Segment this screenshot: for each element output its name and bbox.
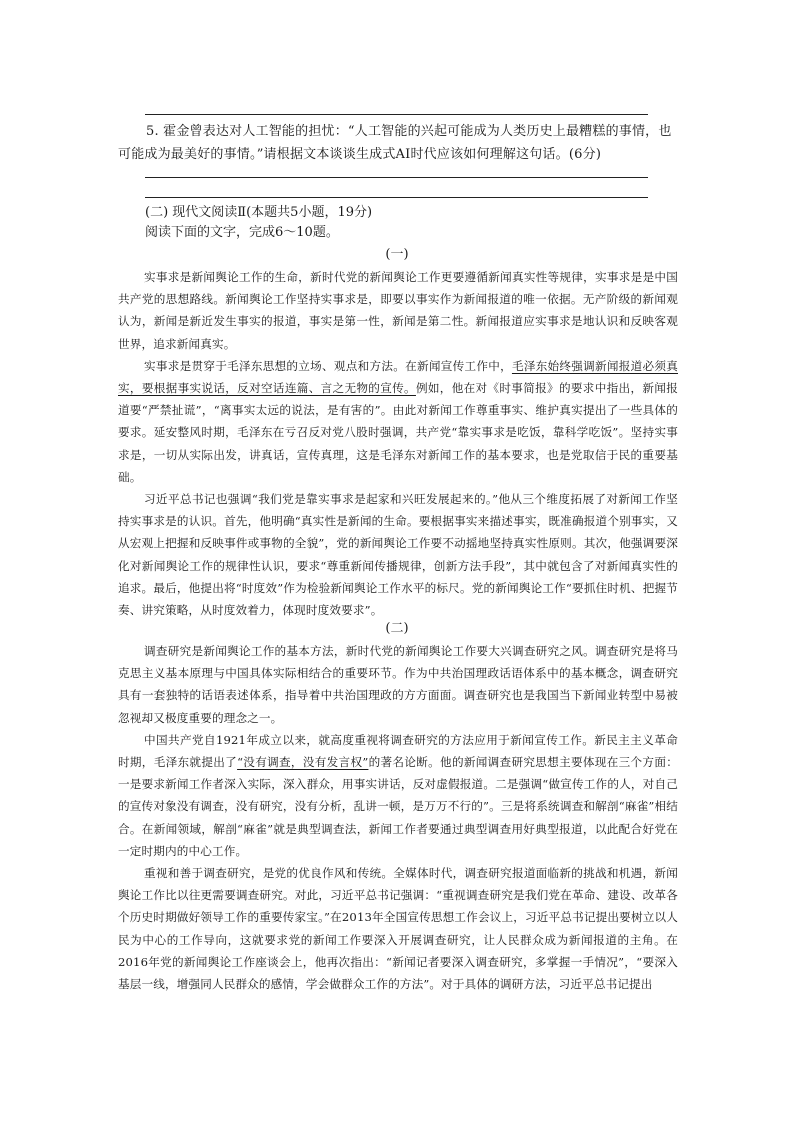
part-2-paragraph-1: 调查研究是新闻舆论工作的基本方法，新时代党的新闻舆论工作要大兴调查研究之风。调查研究是将马克思主义基本原理与中国具体实际相结合的重要环节。作为中共治国理政话语体系中的基本概念，调查研究具有一套独特的话语表述体系，指导着中共治国理政的方方面面。调查研究也是我国当下新闻业转型中易被忽视却又极度重要的理念之一。 — [118, 644, 678, 725]
part-1-body — [118, 266, 678, 621]
section-title: (二) 现代文阅读Ⅱ(本题共5小题，19分) — [145, 205, 373, 220]
paragraph-text: 中国共产党自1921年成立以来，就高度重视将调查研究的方法应用于新闻宣传工作。新民主主义革命时期，毛泽东就提出了 — [118, 732, 678, 770]
underlined-sentence: 毛泽东始终强调新闻报道必须真实，要根据事实说话，反对空话连篇、言之无物的宣传。 — [118, 358, 678, 396]
paragraph-text: 例如，他在对《时事简报》的要求中指出，新闻报道要“严禁扯谎”，“离事实太远的说法，是有害的”。由此对新闻工作尊重事实、维护真实提出了一些具体的要求。延安整风时期，毛泽东在亏召反对党八股时强调，共产党“靠实事求是吃饭，靠科学吃饭”。坚持实事求是，一切从实际出发，讲真话，宣传真理，这是毛泽东对新闻工作的基本要求，也是党取信于民的重要基础。 — [118, 381, 678, 484]
part-2-body — [118, 640, 678, 995]
answer-line-2 — [145, 197, 648, 198]
part-1-paragraph-3: 习近平总书记也强调“我们党是靠实事求是起家和兴旺发展起来的。”他从三个维度拓展了对新闻工作坚持实事求是的认识。首先，他明确“真实性是新闻的生命。要根据事实来描述事实，既准确报道个别事实，又从宏观上把握和反映事件或事物的全貌”，党的新闻舆论工作要不动摇地坚持真实性原则。其次，他强调要深化对新闻舆论工作的规律性认识，要求“尊重新闻传播规律，创新方法手段”，其中就包含了对新闻真实性的追求。最后，他提出将“时度效”作为检验新闻舆论工作水平的标尺。党的新闻舆论工作“要抓住时机、把握节奏、讲究策略，从时度效着力，体现时度效要求”。 — [118, 492, 678, 618]
part-1-paragraph-1: 实事求是新闻舆论工作的生命，新时代党的新闻舆论工作更要遵循新闻真实性等规律，实事求是是中国共产党的思想路线。新闻舆论工作坚持实事求是，即要以事实作为新闻报道的唯一依据。无产阶级的新闻观认为，新闻是新近发生事实的报道，事实是第一性，新闻是第二性。新闻报道应实事求是地认识和反映客观世界，追求新闻真实。 — [118, 270, 678, 351]
part-1-paragraph-2 — [118, 355, 678, 488]
part-1-title: (一) — [385, 247, 409, 262]
answer-line-1 — [145, 177, 648, 178]
question-5 — [118, 120, 678, 166]
paragraph-text: 的著名论断。他的新闻调查研究思想主要体现在三个方面：一是要求新闻工作者深入实际，深入群众，用事实讲话，反对虚假报道。二是强调“做宣传工作的人，对自己的宣传对象没有调查，没有研究，没有分析，乱讲一顿，是万万不行的”。三是将系统调查和解剖“麻雀”相结合。在新闻领域，解剖“麻雀”就是典型调查法，新闻工作者要通过典型调查用好典型报道，以此配合好党在一定时期内的中心工作。 — [118, 755, 678, 858]
paragraph-text: 实事求是贯穿于毛泽东思想的立场、观点和方法。在新闻宣传工作中， — [144, 358, 512, 373]
reading-instruction: 阅读下面的文字，完成6～10题。 — [145, 225, 339, 240]
underlined-quote: “没有调查，没有发言权” — [237, 755, 369, 770]
part-2-paragraph-3: 重视和善于调查研究，是党的优良作风和传统。全媒体时代，调查研究报道面临新的挑战和机遇，新闻舆论工作比以往更需要调查研究。对此，习近平总书记强调：“重视调查研究是我们党在革命、建设、改革各个历史时期做好领导工作的重要传家宝。”在2013年全国宣传思想工作会议上，习近平总书记提出要树立以人民为中心的工作导向，这就要求党的新闻工作要深入开展调查研究，让人民群众成为新闻报道的主角。在2016年党的新闻舆论工作座谈会上，他再次指出：“新闻记者要深入调查研究，多掌握一手情况”，“要深入基层一线，增强同人民群众的感情，学会做群众工作的方法”。对于具体的调研方法，习近平总书记提出 — [118, 866, 678, 992]
part-2-paragraph-2 — [118, 729, 678, 862]
part-2-title: (二) — [385, 621, 409, 636]
answer-line-top — [145, 114, 648, 115]
question-5-text: 5. 霍金曾表达对人工智能的担忧：“人工智能的兴起可能成为人类历史上最糟糕的事情，也可能成为最美好的事情。”请根据文本谈谈生成式AI时代应该如何理解这句话。(6分) — [118, 124, 672, 162]
